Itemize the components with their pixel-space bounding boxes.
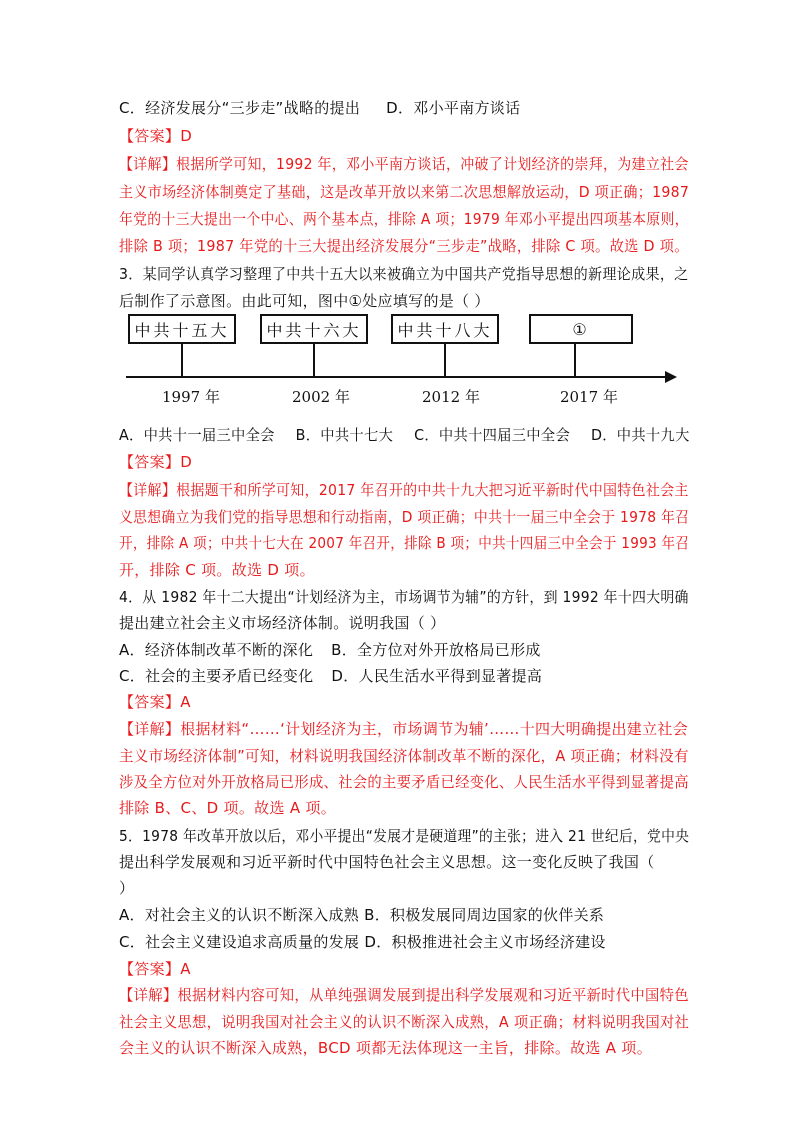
q4-detail-line: 涉及全方位对外开放格局已形成、社会的主要矛盾已经变化、人民生活水平得到显著提高 xyxy=(119,773,689,791)
q5-answer: 【答案】A xyxy=(119,960,191,978)
q4-option-b: B．全方位对外开放格局已形成 xyxy=(331,641,541,659)
q2-detail-line: 【详解】根据所学可知，1992 年，邓小平南方谈话，冲破了计划经济的崇拜，为建立社会 xyxy=(119,155,689,173)
q2-detail-line: 年党的十三大提出一个中心、两个基本点，排除 A 项；1979 年邓小平提出四项基本原则， xyxy=(119,210,689,228)
timeline-box-16th: 中共十六大 xyxy=(260,314,368,344)
q2-option-d: D．邓小平南方谈话 xyxy=(386,99,521,117)
q3-option-d: D．中共十九大 xyxy=(590,426,690,444)
q5-stem-line: ） xyxy=(119,879,135,897)
q3-stem-line: 后制作了示意图。由此可知，图中①处应填写的是（ ） xyxy=(119,292,490,310)
q4-detail-line: 【详解】根据材料“……‘计划经济为主，市场调节为辅’……十四大明确提出建立社会 xyxy=(119,720,689,738)
q2-options-cd xyxy=(119,98,689,118)
q4-detail-line: 排除 B、C、D 项。故选 A 项。 xyxy=(119,799,337,817)
q5-detail-line: 社会主义思想，说明我国对社会主义的认识不断深入成熟，A 项正确；材料说明我国对社 xyxy=(119,1013,690,1031)
q4-stem-line: 4．从 1982 年十二大提出“计划经济为主，市场调节为辅”的方针，到 1992 年十四大明确 xyxy=(119,588,689,606)
timeline-arrow-icon xyxy=(665,371,677,383)
q5-detail-line: 会主义的认识不断深入成熟，BCD 项都无法体现这一主旨，排除。故选 A 项。 xyxy=(119,1039,653,1057)
q3-detail-line: 【详解】根据题干和所学可知，2017 年召开的中共十九大把习近平新时代中国特色社会主 xyxy=(119,481,689,499)
timeline-box-15th: 中共十五大 xyxy=(128,314,236,344)
q3-answer: 【答案】D xyxy=(119,453,193,471)
q3-detail-line: 义思想确立为我们党的指导思想和行动指南，D 项正确；中共十一届三中全会于 1978 年召 xyxy=(119,508,690,526)
q2-detail-line: 排除 B 项；1987 年党的十三大提出经济发展分“三步走”战略，排除 C 项。故选 D 项。 xyxy=(119,237,689,255)
q3-detail-line: 开，排除 A 项；中共十七大在 2007 年召开，排除 B 项；中共十四届三中全会于 1993 年召 xyxy=(119,534,690,552)
q5-options-cd: C．社会主义建设追求高质量的发展 D．积极推进社会主义市场经济建设 xyxy=(119,933,606,951)
q4-option-a: A．经济体制改革不断的深化 xyxy=(119,641,314,659)
q5-stem-line: 5．1978 年改革开放以后，邓小平提出“发展才是硬道理”的主张；进入 21 世纪后，党中央 xyxy=(119,827,690,845)
q3-option-a: A．中共十一届三中全会 xyxy=(119,426,275,444)
q3-option-c: C．中共十四届三中全会 xyxy=(414,426,571,444)
q3-timeline-diagram xyxy=(120,310,680,420)
q3-option-b: B．中共十七大 xyxy=(295,426,394,444)
q5-detail-line: 【详解】根据材料内容可知，从单纯强调发展到提出科学发展观和习近平新时代中国特色 xyxy=(119,986,689,1004)
timeline-year: 2017 年 xyxy=(560,388,618,406)
q4-stem-line: 提出建立社会主义市场经济体制。说明我国（ ） xyxy=(119,614,446,632)
q5-options-ab: A．对社会主义的认识不断深入成熟 B．积极发展同周边国家的伙伴关系 xyxy=(119,906,605,924)
timeline-box-blank: ① xyxy=(529,314,633,344)
q3-stem-line: 3．某同学认真学习整理了中共十五大以来被确立为中国共产党指导思想的新理论成果，之 xyxy=(119,265,689,283)
q4-option-d: D．人民生活水平得到显著提高 xyxy=(331,667,543,685)
q4-options-cd xyxy=(119,666,689,686)
timeline-box-18th: 中共十八大 xyxy=(391,314,499,344)
q4-answer: 【答案】A xyxy=(119,693,191,711)
timeline-year: 1997 年 xyxy=(162,388,220,406)
timeline-year: 2012 年 xyxy=(422,388,480,406)
q2-answer: 【答案】D xyxy=(119,127,193,145)
q4-detail-line: 主义市场经济体制”可知，材料说明我国经济体制改革不断的深化，A 项正确；材料没有 xyxy=(119,747,689,765)
q2-option-c: C．经济发展分“三步走”战略的提出 xyxy=(119,99,361,117)
timeline-year: 2002 年 xyxy=(292,388,350,406)
q4-options-ab xyxy=(119,640,689,660)
q2-detail-line: 主义市场经济体制奠定了基础，这是改革开放以来第二次思想解放运动，D 项正确；1987 xyxy=(119,183,690,201)
q5-stem-line: 提出科学发展观和习近平新时代中国特色社会主义思想。这一变化反映了我国（ xyxy=(119,853,655,871)
q4-option-c: C．社会的主要矛盾已经变化 xyxy=(119,667,314,685)
q3-options xyxy=(119,425,690,445)
q3-detail-line: 开，排除 C 项。故选 D 项。 xyxy=(119,561,315,579)
